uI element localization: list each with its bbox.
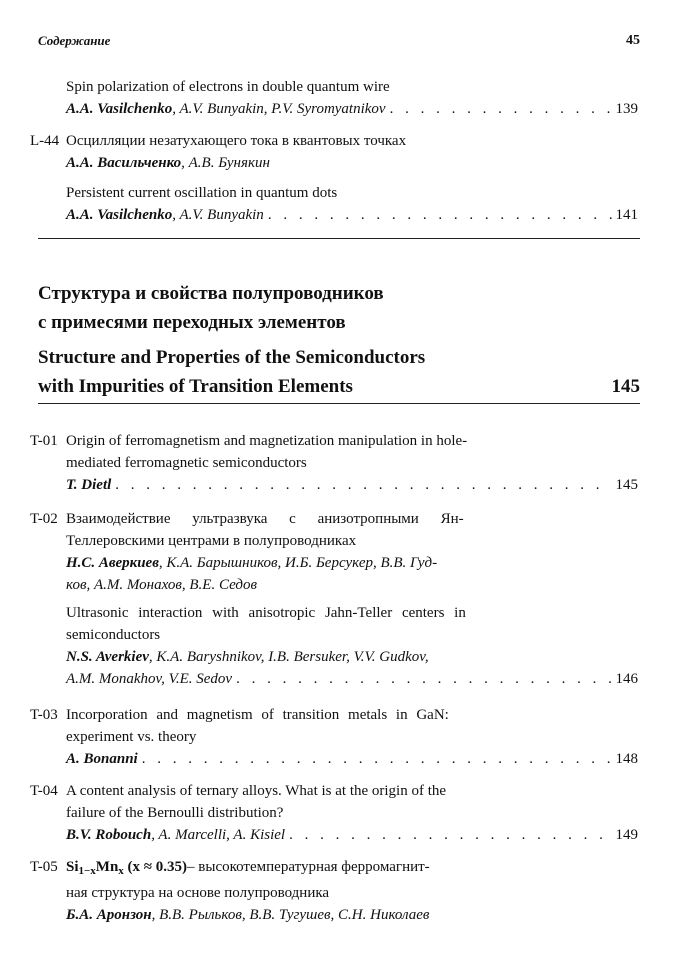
entry-title-en-line-1: Ultrasonic interaction with anisotropic Jahn-Teller centers in [66, 605, 466, 621]
toc-entry-prev-3 [66, 182, 638, 226]
entry-authors-line [66, 904, 638, 926]
entry-page: 148 [615, 751, 638, 767]
leader-dots [268, 204, 612, 226]
entry-authors-line [66, 98, 638, 120]
entry-title: Persistent current oscillation in quantum dots [66, 185, 338, 201]
entry-authors-line [66, 474, 638, 496]
entry-authors-line [66, 748, 638, 770]
running-title: Содержание [38, 33, 111, 48]
entry-page: 141 [615, 207, 638, 223]
entry-authors-en-line-2: A.M. Monakhov, V.E. Sedov . . . 146 [66, 668, 638, 690]
leader-dots [289, 824, 611, 846]
entry-code: T-04 [30, 783, 58, 799]
lead-author: B.V. Robouch [66, 827, 152, 843]
entry-title: Spin polarization of electrons in double quantum wire [66, 79, 390, 95]
co-authors: , A.V. Bunyakin, P.V. Syromyatnikov [172, 101, 386, 117]
lead-author: A.A. Vasilchenko [66, 207, 173, 223]
section-divider-top [38, 238, 640, 239]
entry-title-line-2: failure of the Bernoulli distribution? [66, 805, 284, 821]
lead-author: A. Bonanni [66, 751, 138, 767]
leader-dots [115, 474, 611, 496]
entry-authors-line [66, 152, 638, 174]
entry-code: L-44 [30, 133, 60, 149]
entry-title-en-line-2: semiconductors [66, 627, 161, 643]
toc-entry-T-04 [30, 780, 638, 846]
toc-entry-T-02 [30, 508, 638, 690]
formula: $Si_{1-x}Mn_x$ (x ≈ 0.35) [66, 859, 188, 877]
entry-code: T-03 [30, 707, 58, 723]
entry-page: 146 [615, 671, 638, 687]
entry-title-line-1: A content analysis of ternary alloys. What is at the origin of the [66, 783, 447, 799]
toc-entry-T-05 [30, 856, 638, 926]
toc-entry-T-01 [30, 430, 638, 496]
entry-title-ru-line-1: Взаимодействие ультразвука с анизотропными Ян- [66, 511, 464, 527]
entry-code: T-01 [30, 433, 58, 449]
co-authors: , A.V. Bunyakin [172, 207, 264, 223]
entry-code: T-02 [30, 511, 58, 527]
leader-dots [142, 748, 612, 770]
leader-dots [390, 98, 612, 120]
toc-entry-L-44 [30, 130, 638, 174]
toc-entry-T-03 [30, 704, 638, 770]
section-divider-bottom [38, 403, 640, 404]
entry-title-line-1: Origin of ferromagnetism and magnetization manipulation in hole- [66, 433, 468, 449]
entry-authors-line [66, 204, 638, 226]
section-heading [38, 279, 640, 401]
entry-title-line-2: experiment vs. theory [66, 729, 197, 745]
lead-author-en: N.S. Averkiev [66, 649, 149, 665]
lead-author: А.А. Васильченко [66, 155, 182, 171]
entry-authors-ru-line-2: ков, А.М. Монахов, В.Е. Седов [66, 577, 257, 593]
lead-author-ru: Н.С. Аверкиев [66, 555, 159, 571]
entry-title-line-2: ная структура на основе полупроводника [66, 885, 330, 901]
lead-author: T. Dietl [66, 477, 112, 493]
page-number: 45 [626, 33, 640, 48]
section-title-ru-2: с примесями переходных элементов [38, 312, 346, 333]
entry-page: 145 [615, 477, 638, 493]
leader-dots [236, 668, 611, 690]
entry-authors-line [66, 824, 638, 846]
entry-page: 149 [615, 827, 638, 843]
co-authors: , А.В. Бунякин [181, 155, 270, 171]
section-title-ru-1: Структура и свойства полупроводников [38, 283, 384, 304]
entry-authors-ru-line-1 [66, 552, 638, 574]
section-title-en-1: Structure and Properties of the Semiconductors [38, 347, 426, 368]
section-page: 145 [611, 376, 640, 397]
entry-title-line-1: Incorporation and magnetism of transition metals in GaN: [66, 707, 449, 723]
toc-entry-prev-1 [66, 76, 638, 120]
entry-title-ru-line-2: Теллеровскими центрами в полупроводниках [66, 533, 357, 549]
lead-author: Б.А. Аронзон [66, 907, 152, 923]
co-authors-ru: , К.А. Барышников, И.Б. Берсукер, В.В. Гуд- [158, 555, 438, 571]
co-authors-en: , K.A. Baryshnikov, I.B. Bersuker, V.V. Gudkov, [148, 649, 429, 665]
entry-title: Осцилляции незатухающего тока в квантовых точках [66, 133, 407, 149]
entry-title-line-2: mediated ferromagnetic semiconductors [66, 455, 307, 471]
co-authors: , A. Marcelli, A. Kisiel [151, 827, 286, 843]
section-title-en-2: with Impurities of Transition Elements 145 [38, 372, 640, 401]
entry-code: T-05 [30, 859, 58, 875]
lead-author: A.A. Vasilchenko [66, 101, 173, 117]
entry-authors-en-line-1 [66, 646, 638, 668]
entry-title-line-1: $Si_{1-x}Mn_x$ (x ≈ 0.35) – высокотемпературная ферромагнит- [66, 856, 638, 882]
entry-page: 139 [615, 101, 638, 117]
co-authors: , В.В. Рыльков, В.В. Тугушев, С.Н. Николаев [151, 907, 430, 923]
running-header [38, 30, 640, 52]
